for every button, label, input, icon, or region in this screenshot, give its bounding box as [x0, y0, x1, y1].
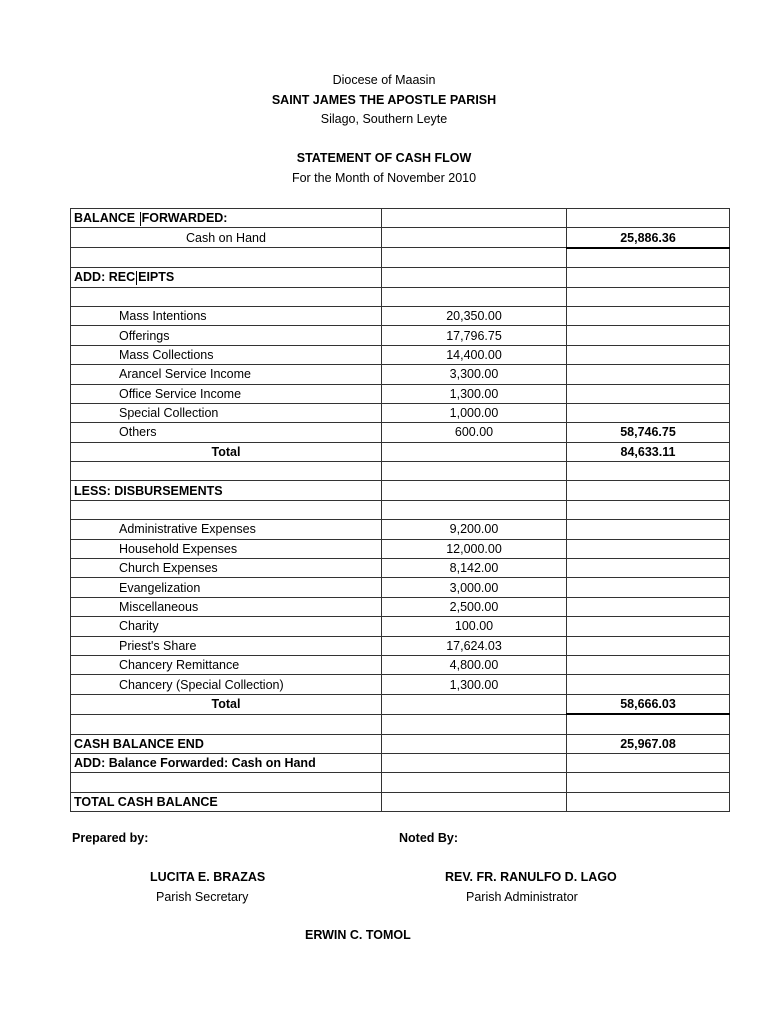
receipt-row-amount[interactable]: 17,796.75	[382, 326, 567, 345]
disbursement-row-label[interactable]: Charity	[71, 617, 382, 636]
disbursement-row-label[interactable]: Evangelization	[71, 578, 382, 597]
parish-name: SAINT JAMES THE APOSTLE PARISH	[271, 93, 497, 107]
receipt-row-label[interactable]: Offerings	[71, 326, 382, 345]
balance-forwarded-label[interactable]: BALANCE FORWARDED:	[71, 209, 382, 228]
noted-by-label: Noted By:	[399, 831, 459, 845]
disbursement-row	[71, 617, 730, 636]
disbursement-row	[71, 655, 730, 674]
table-row	[71, 734, 730, 753]
table-row	[71, 287, 730, 306]
receipt-row-amount[interactable]: 3,300.00	[382, 365, 567, 384]
statement-period: For the Month of November 2010	[291, 171, 477, 185]
table-row	[71, 442, 730, 461]
disbursement-row-amount[interactable]: 1,300.00	[382, 675, 567, 694]
disbursement-row-blank[interactable]	[567, 655, 730, 674]
table-row	[71, 462, 730, 481]
disbursement-row	[71, 539, 730, 558]
disbursement-row	[71, 559, 730, 578]
disbursement-row-amount[interactable]: 9,200.00	[382, 520, 567, 539]
receipt-row	[71, 403, 730, 422]
third-signatory-name: ERWIN C. TOMOL	[305, 928, 411, 942]
disbursement-row-label[interactable]: Household Expenses	[71, 539, 382, 558]
receipt-row-amount[interactable]: 600.00	[382, 423, 567, 442]
receipt-row-amount[interactable]: 1,000.00	[382, 403, 567, 422]
prepared-by-label: Prepared by:	[72, 831, 149, 845]
receipt-row-subtotal[interactable]	[567, 345, 730, 364]
receipt-row	[71, 384, 730, 403]
receipt-row	[71, 306, 730, 325]
receipt-row-amount[interactable]: 14,400.00	[382, 345, 567, 364]
receipt-row-label[interactable]: Arancel Service Income	[71, 365, 382, 384]
receipt-row-label[interactable]: Special Collection	[71, 403, 382, 422]
cash-flow-table	[70, 208, 730, 812]
receipt-row	[71, 326, 730, 345]
table-row	[71, 481, 730, 500]
receipt-row-subtotal[interactable]	[567, 306, 730, 325]
table-row	[71, 792, 730, 811]
diocese-name: Diocese of Maasin	[332, 73, 436, 87]
table-row	[71, 773, 730, 792]
receipt-row-subtotal[interactable]	[567, 403, 730, 422]
noter-name: REV. FR. RANULFO D. LAGO	[445, 870, 617, 884]
disbursements-total-label[interactable]: Total	[71, 694, 382, 714]
disbursement-row	[71, 578, 730, 597]
disbursement-row	[71, 597, 730, 616]
receipt-row	[71, 365, 730, 384]
disbursement-rows	[71, 520, 730, 695]
disbursement-row	[71, 636, 730, 655]
table-row	[71, 209, 730, 228]
disbursement-row-amount[interactable]: 3,000.00	[382, 578, 567, 597]
disbursement-row-label[interactable]: Church Expenses	[71, 559, 382, 578]
total-cash-balance-label[interactable]: TOTAL CASH BALANCE	[71, 792, 382, 811]
table-row	[71, 694, 730, 714]
preparer-title: Parish Secretary	[156, 890, 249, 904]
receipt-row	[71, 345, 730, 364]
add-balance-forwarded-label[interactable]: ADD: Balance Forwarded: Cash on Hand	[71, 753, 382, 772]
receipt-row-label[interactable]: Others	[71, 423, 382, 442]
receipt-row-label[interactable]: Mass Intentions	[71, 306, 382, 325]
disbursement-row	[71, 675, 730, 694]
disbursement-row-label[interactable]: Chancery Remittance	[71, 655, 382, 674]
text-cursor	[140, 212, 141, 226]
disbursements-total-value[interactable]: 58,666.03	[567, 694, 730, 714]
cash-balance-end-value[interactable]: 25,967.08	[567, 734, 730, 753]
disbursement-row-label[interactable]: Miscellaneous	[71, 597, 382, 616]
disbursement-row-amount[interactable]: 8,142.00	[382, 559, 567, 578]
disbursement-row-blank[interactable]	[567, 520, 730, 539]
disbursement-row-blank[interactable]	[567, 539, 730, 558]
disbursements-section-label[interactable]: LESS: DISBURSEMENTS	[71, 481, 382, 500]
receipts-rows	[71, 306, 730, 442]
disbursement-row-label[interactable]: Chancery (Special Collection)	[71, 675, 382, 694]
table-row	[71, 228, 730, 248]
receipt-row-subtotal[interactable]	[567, 326, 730, 345]
parish-location: Silago, Southern Leyte	[320, 112, 448, 126]
disbursement-row-blank[interactable]	[567, 617, 730, 636]
receipt-row-subtotal[interactable]	[567, 384, 730, 403]
receipt-row	[71, 423, 730, 442]
receipt-row-label[interactable]: Office Service Income	[71, 384, 382, 403]
receipt-row-subtotal[interactable]: 58,746.75	[567, 423, 730, 442]
receipt-row-label[interactable]: Mass Collections	[71, 345, 382, 364]
table-row	[71, 753, 730, 772]
cash-on-hand-value[interactable]: 25,886.36	[567, 228, 730, 248]
disbursement-row-blank[interactable]	[567, 578, 730, 597]
disbursement-row-blank[interactable]	[567, 597, 730, 616]
cash-balance-end-label[interactable]: CASH BALANCE END	[71, 734, 382, 753]
statement-title: STATEMENT OF CASH FLOW	[296, 151, 472, 165]
disbursement-row-label[interactable]: Administrative Expenses	[71, 520, 382, 539]
receipt-row-amount[interactable]: 20,350.00	[382, 306, 567, 325]
disbursement-row	[71, 520, 730, 539]
receipts-total-value[interactable]: 84,633.11	[567, 442, 730, 461]
disbursement-row-blank[interactable]	[567, 636, 730, 655]
cash-on-hand-label[interactable]: Cash on Hand	[71, 228, 382, 248]
noter-title: Parish Administrator	[466, 890, 578, 904]
table-row	[71, 248, 730, 268]
disbursement-row-amount[interactable]: 17,624.03	[382, 636, 567, 655]
receipts-section-label[interactable]: ADD: REC EIPTS	[71, 268, 382, 287]
table-row	[71, 500, 730, 519]
disbursement-row-label[interactable]: Priest's Share	[71, 636, 382, 655]
preparer-name: LUCITA E. BRAZAS	[150, 870, 266, 884]
disbursement-row-amount[interactable]: 4,800.00	[382, 655, 567, 674]
disbursement-row-blank[interactable]	[567, 675, 730, 694]
receipt-row-subtotal[interactable]	[567, 365, 730, 384]
text-cursor	[136, 271, 137, 285]
disbursement-row-blank[interactable]	[567, 559, 730, 578]
table-row	[71, 268, 730, 287]
table-row	[71, 714, 730, 734]
receipt-row-amount[interactable]: 1,300.00	[382, 384, 567, 403]
receipts-total-label[interactable]: Total	[71, 442, 382, 461]
disbursement-row-amount[interactable]: 100.00	[382, 617, 567, 636]
disbursement-row-amount[interactable]: 12,000.00	[382, 539, 567, 558]
disbursement-row-amount[interactable]: 2,500.00	[382, 597, 567, 616]
